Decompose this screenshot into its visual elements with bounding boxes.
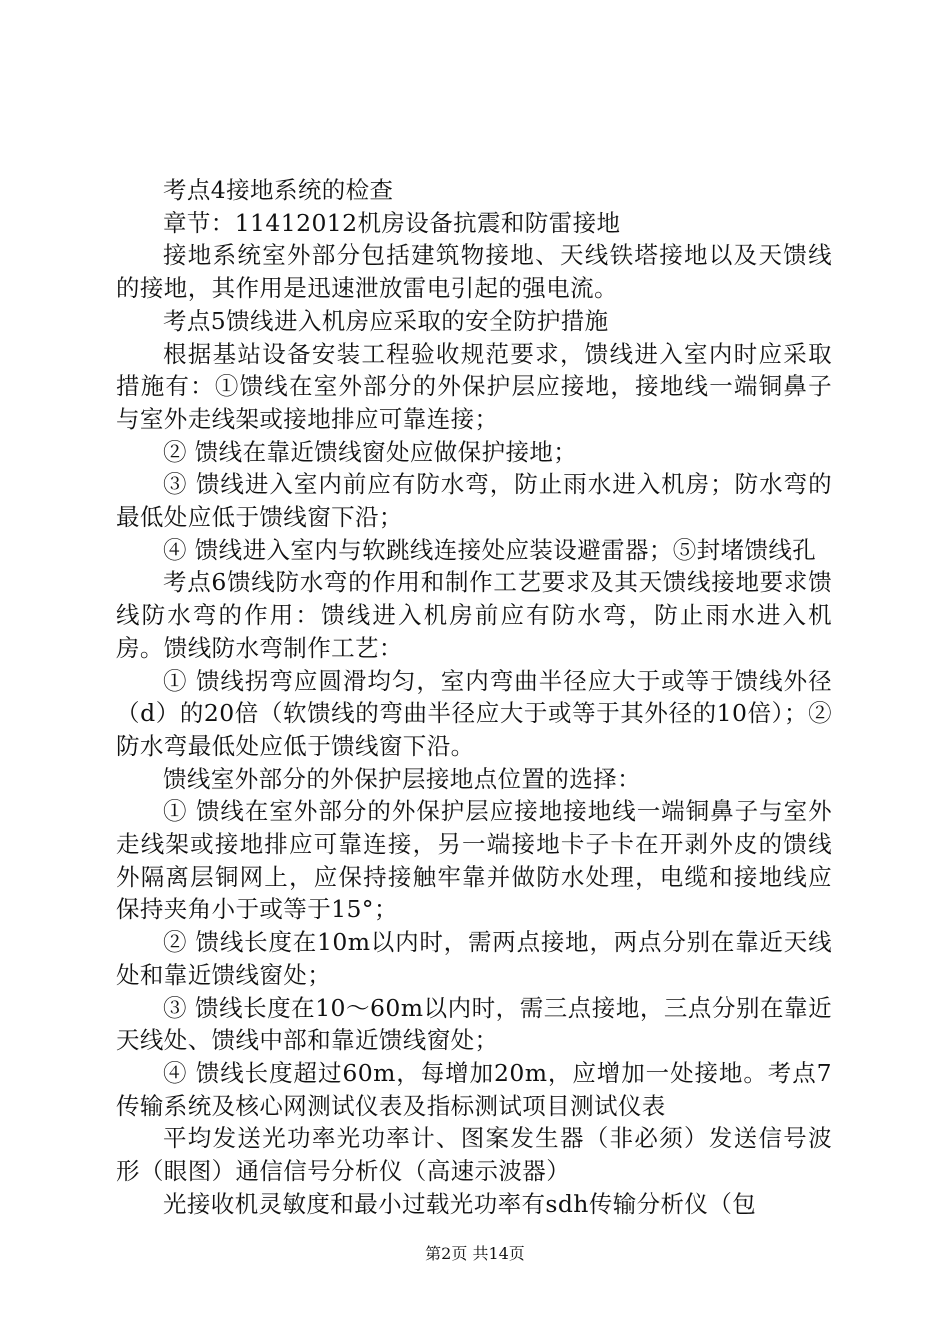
list-item: ② 馈线在靠近馈线窗处应做保护接地； bbox=[163, 437, 578, 466]
document-body bbox=[116, 174, 832, 1221]
page-number-footer: 第2页 共14页 bbox=[425, 1244, 525, 1263]
list-item: ③ 馈线进入室内前应有防水弯，防止雨水进入机房；防水弯的最低处应低于馈线窗下沿； bbox=[116, 470, 832, 532]
paragraph: 接地系统室外部分包括建筑物接地、天线铁塔接地以及天馈线的接地，其作用是迅速泄放雷电引起的强电流。 bbox=[116, 241, 832, 303]
heading-exam-point-4: 考点4接地系统的检查 bbox=[163, 176, 394, 204]
list-item: ③ 馈线长度在10～60m以内时，需三点接地，三点分别在靠近天线处、馈线中部和靠近馈线窗处； bbox=[116, 993, 832, 1055]
paragraph: 根据基站设备安装工程验收规范要求，馈线进入室内时应采取措施有：①馈线在室外部分的外保护层应接地，接地线一端铜鼻子与室外走线架或接地排应可靠连接； bbox=[116, 339, 832, 433]
chapter-line: 章节：11412012机房设备抗震和防雷接地 bbox=[163, 208, 621, 237]
list-item: ④ 馈线长度超过60m，每增加20m，应增加一处接地。考点7传输系统及核心网测试仪表及指标测试项目测试仪表 bbox=[116, 1058, 832, 1120]
paragraph: 平均发送光功率光功率计、图案发生器（非必须）发送信号波形（眼图）通信信号分析仪（高速示波器） bbox=[116, 1124, 832, 1186]
list-item: ① 馈线拐弯应圆滑均匀，室内弯曲半径应大于或等于馈线外径（d）的20倍（软馈线的弯曲半径应大于或等于其外径的10倍）；②防水弯最低处应低于馈线窗下沿。 bbox=[116, 666, 832, 760]
list-item: ② 馈线长度在10m以内时，需两点接地，两点分别在靠近天线处和靠近馈线窗处； bbox=[116, 928, 832, 989]
list-item: ① 馈线在室外部分的外保护层应接地接地线一端铜鼻子与室外走线架或接地排应可靠连接，另一端接地卡子卡在开剥外皮的馈线外隔离层铜网上，应保持接触牢靠并做防水处理，电缆和接地线应保持夹角小于或等于15°； bbox=[116, 797, 832, 924]
heading-exam-point-5: 考点5馈线进入机房应采取的安全防护措施 bbox=[163, 306, 609, 335]
list-item: ④ 馈线进入室内与软跳线连接处应装设避雷器；⑤封堵馈线孔 bbox=[163, 535, 817, 564]
paragraph: 馈线室外部分的外保护层接地点位置的选择： bbox=[163, 764, 641, 793]
heading-exam-point-6: 考点6馈线防水弯的作用和制作工艺要求及其天馈线接地要求馈线防水弯的作用：馈线进入机房前应有防水弯，防止雨水进入机房。馈线防水弯制作工艺： bbox=[116, 568, 832, 662]
paragraph: 光接收机灵敏度和最小过载光功率有sdh传输分析仪（包 bbox=[163, 1189, 757, 1218]
